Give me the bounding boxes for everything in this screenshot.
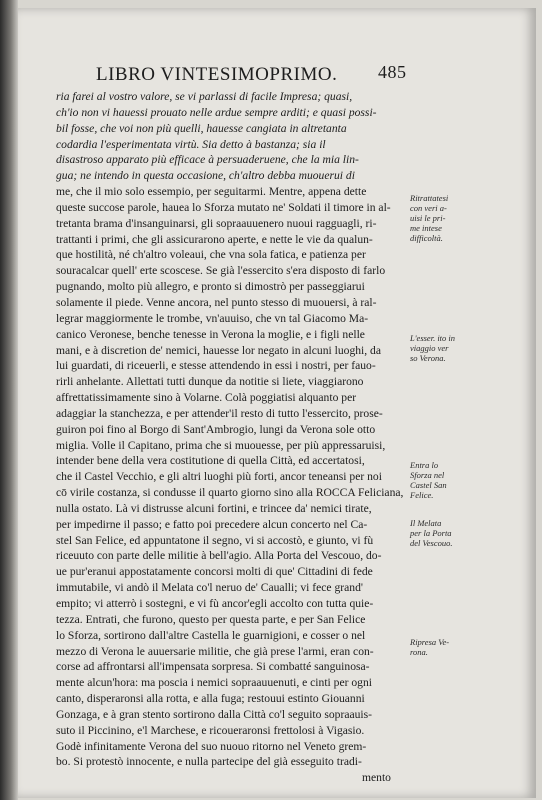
margin-note: Ripresa Ve- rona. — [410, 637, 450, 657]
text-line: empito; vi atterrò i sostegni, e vi fù ancor'egli accolto con tutta quie- — [56, 597, 374, 610]
text-line: mente alcun'hora: ma poscia i nemici sopraauuenuti, e cinti per ogni — [56, 676, 372, 690]
text-line: disastroso apparato più efficace à persuaderuene, che la mia lin- — [56, 153, 359, 167]
text-line: me, che il mio solo essempio, per seguitarmi. Mentre, appena dette — [56, 185, 367, 199]
text-line: mento — [362, 771, 391, 785]
text-line: intender bene della vera costitutione di quella Città, ed accertatosi, — [56, 454, 365, 468]
text-line: pugnando, molto più allegro, e pronto si dimostrò per passeggiarui — [56, 280, 365, 294]
text-line: ch'io non vi hauessi prouato nelle ardue sempre arditi; e quasi possi- — [56, 105, 377, 119]
running-header — [96, 64, 416, 86]
text-line: gua; ne intendo in questa occasione, ch'altro debba muouerui di — [56, 169, 355, 183]
book-title: LIBRO VINTESIMOPRIMO. — [96, 64, 338, 85]
text-line: Godè infinitamente Verona del suo nuouo ritorno nel Veneto grem- — [56, 739, 367, 753]
text-line: lui guardati, di riceuerli, e stesse attendendo in essi i nostri, per fauo- — [56, 359, 376, 373]
text-line: nulla ostato. Là vi distrusse alcuni fortini, e trincee da' nemici tirate, — [56, 501, 372, 515]
text-line: che il Castel Vecchio, e gli altri luoghi più forti, ancor teneansi per noi — [56, 470, 382, 484]
text-line: mezzo di Verona le auuersarie militie, che già prese l'armi, eran con- — [56, 644, 374, 658]
margin-note: Il Melata per la Porta del Vescouo. — [410, 518, 453, 548]
main-text — [56, 89, 408, 786]
text-line: stel San Felice, ed appuntatone il segno, vi si accostò, e giunto, vi fù — [56, 533, 374, 547]
book-spine-shadow — [0, 0, 18, 800]
text-line: tretanta brama d'insanguinarsi, gli sopraauuenero nuoui ragguagli, ri- — [56, 216, 377, 230]
text-line: affrettatissimamente sino à Volarne. Colà poggiatisi alquanto per — [56, 391, 357, 405]
text-line: Gonzaga, e à gran stento sortirono dalla Città co'l seguito sopraauis- — [56, 707, 372, 721]
text-line: trattanti i primi, che gli assicurarono aperte, e nette le vie da qualun- — [56, 232, 373, 246]
text-line: legrar maggiormente le trombe, vn'auuiso, che vn tal Giacomo Ma- — [56, 311, 369, 325]
text-line: corse ad affrontarsi all'impensata sorpresa. Si combatté sanguinosa- — [56, 660, 370, 674]
text-line: per impedirne il passo; e fatto poi precedere alcun concerto nel Ca- — [56, 517, 368, 531]
text-line: ria farei al vostro valore, se vi parlassi di facile Impresa; quasi, — [56, 90, 353, 103]
text-line: solamente il piede. Venne ancora, nel punto stesso di muouersi, à ral- — [56, 295, 377, 309]
text-line: codardia l'esperimentata virtù. Sia detto à bastanza; sia il — [56, 137, 326, 151]
text-line: bo. Si protestò innocente, e nulla partecipe del già esseguito tradi- — [56, 755, 362, 769]
text-line: suto il Piccinino, e'l Marchese, e ricoueraronsi frettolosi à Vigasio. — [56, 723, 365, 737]
text-line: bil fosse, che voi non più quelli, hauesse cangiata in altretanta — [56, 121, 347, 135]
text-line: adaggiar la stanchezza, e per attender'il resto di tutto l'essercito, prose- — [56, 406, 383, 420]
text-line: miglia. Volle il Capitano, prima che si muouesse, per più appressaruisi, — [56, 438, 386, 452]
page-number: 485 — [378, 62, 407, 82]
text-line: cō virile costanza, si condusse il quarto giorno sino alla ROCCA Feliciana, — [56, 486, 404, 500]
text-line: guiron poi fino al Borgo di Sant'Ambrogio, lungi da Verona sole otto — [56, 422, 376, 436]
margin-note: Entra lo Sforza nel Castel San Felice. — [410, 460, 447, 500]
text-line: canico Veronese, benche tenesse in Verona la moglie, e i figli nelle — [56, 327, 365, 341]
text-line: rirli anhelante. Allettati tutti dunque da notitie si liete, viaggiarono — [56, 375, 364, 389]
text-line: mani, e à discretion de' nemici, hauesse lor negato in alcuni luoghi, da — [56, 343, 382, 357]
text-line: canto, disperaronsi alla rotta, e alla fuga; restouui estinto Giouanni — [56, 692, 365, 706]
text-line: immutabile, vi andò il Melata co'l neruo de' Caualli; vi fece grand' — [56, 581, 363, 595]
text-line: ue pur'eranui appostatamente concorsi molti di que' Cittadini di fede — [56, 565, 373, 579]
text-line: riceuuto con parte delle militie à bell'agio. Alla Porta del Vescouo, do- — [56, 549, 382, 563]
text-line: queste succose parole, hauea lo Sforza mutato ne' Soldati il timore in al- — [56, 200, 391, 214]
text-line: tezza. Entrati, che furono, questo per questa parte, e per San Felice — [56, 612, 366, 626]
margin-note: Ritrattatesi con veri a- uisi le pri- me intese difficoltà. — [410, 193, 449, 243]
text-line: souracalcar quell' erte scoscese. Se già l'essercito s'era disposto di farlo — [56, 264, 386, 278]
text-line: lo Sforza, sortirono dall'altre Castella le guarnigioni, e cosser o nel — [56, 628, 366, 642]
margin-note: L'esser. ito in viaggio ver so Verona. — [410, 333, 456, 363]
text-line: que hostilità, né ch'altro voleaui, che vna sola fatica, e patienza per — [56, 248, 366, 262]
